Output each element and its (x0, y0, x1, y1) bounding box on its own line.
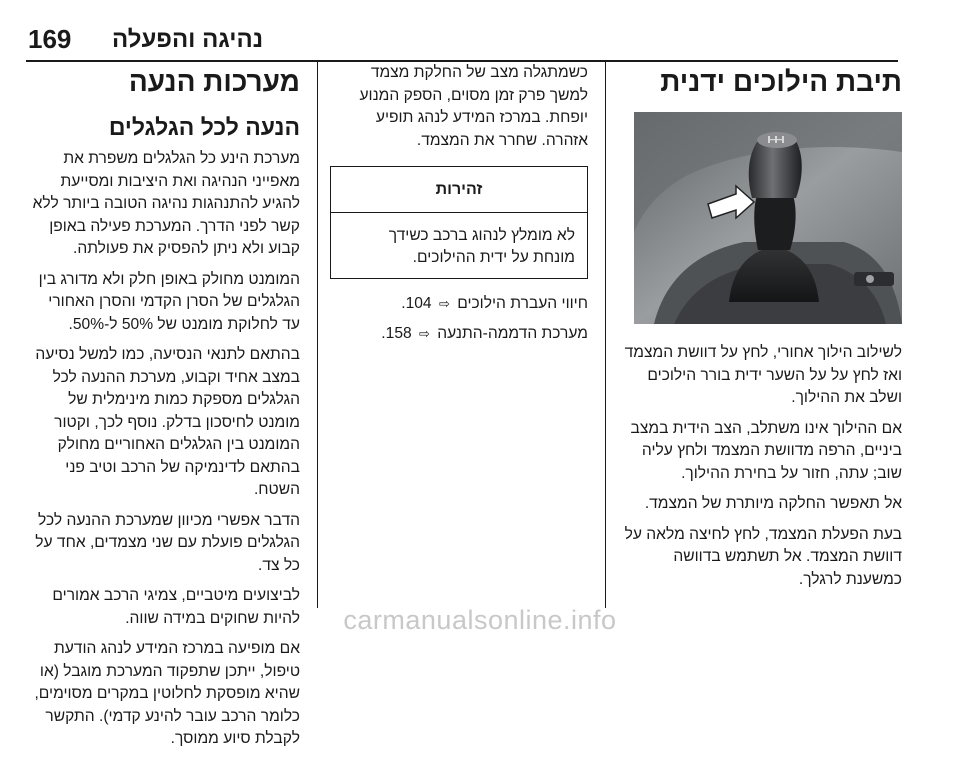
cross-reference-text: חיווי העברת הילוכים (457, 294, 588, 312)
section-title-manual-transmission: תיבת הילוכים ידנית (660, 66, 902, 97)
paragraph: בהתאם לתנאי הנסיעה, כמו למשל נסיעה במצב אחיד וקבוע, מערכת ההנעה לכל הגלגלים מספקת כמות מינימלית של מומנט לחיסכון בדלק. נוסף לכך, וקטור המומנט בין הגלגלים האחוריים מחולק בהתאם לדינמיקה של הרכב וטיב פני השטח. (35, 346, 300, 498)
caution-heading: זהירות (331, 167, 587, 213)
column-drive-systems (30, 62, 300, 759)
column-divider-left (317, 62, 318, 608)
column-divider-right (605, 62, 606, 608)
paragraph: לשילוב הילוך אחורי, לחץ על דוושת המצמד ואז לחץ על על השער ידית בורר הילוכים ושלב את ההילוך. (624, 344, 902, 406)
section-title-drive-systems: מערכות הנעה (128, 66, 300, 97)
running-head: נהיגה והפעלה (112, 26, 264, 53)
paragraph: מערכת הינע כל הגלגלים משפרת את מאפייני הנהיגה ואת היציבות ומסייעת להגיע להתנהגות נהיגה הטובה ביותר ללא קשר לפני הדרך. המערכת פעילה באופן קבוע ולא ניתן להפסיק את פעולתה. (32, 150, 300, 257)
paragraph: אם ההילוך אינו משתלב, הצב הידית במצב ביניים, הרפה מדוושת המצמד ולחץ עליה שוב; עתה, חזור על בחירת ההילוך. (630, 419, 902, 482)
page-number: 169 (28, 24, 72, 54)
manual-gear-shifter-image (634, 112, 902, 324)
paragraph: בעת הפעלת המצמד, לחץ לחיצה מלאה על דוושת המצמד. אל תשתמש בדוושה כמשענת לרגלך. (624, 525, 902, 588)
paragraph-clutch-slip: כשמתגלה מצב של החלקת מצמד למשך פרק זמן מסוים, הספק המנוע יופחת. במרכז המידע לנהג תופיע אזהרה. שחרר את המצמד. (359, 64, 588, 149)
paragraph: אם מופיעה במרכז המידע לנהג הודעת טיפול, ייתכן שתפקוד המערכת מוגבל (או שהיא מופסקת לחלוטין במקרים מסוימים, כלומר הרכב עובר להינע קדמי). התקשר לקבלת סיוע ממוסך. (34, 640, 300, 747)
page-header (0, 18, 960, 58)
cross-reference-shift-indicator[interactable]: חיווי העברת הילוכים ⇨ 104. (330, 293, 588, 316)
column-clutch-notes (330, 62, 588, 354)
cross-reference-page: 104 (405, 294, 432, 312)
caution-box (330, 166, 588, 279)
cross-reference-text: מערכת הדממה-התנעה (437, 325, 588, 342)
caution-text: לא מומלץ לנהוג ברכב כשידך מונחת על ידית ההילוכים. (388, 226, 575, 266)
cross-reference-stop-start[interactable]: מערכת הדממה-התנעה ⇨ 158. (330, 323, 588, 346)
column-manual-transmission (620, 62, 902, 599)
gear-shifter-illustration (634, 112, 902, 324)
paragraph: הדבר אפשרי מכיוון שמערכת ההנעה לכל הגלגלים פועלת עם שני מצמדים, אחד על כל צד. (35, 511, 300, 574)
cross-reference-page: 158 (385, 325, 412, 342)
watermark: carmanualsonline.info (343, 605, 617, 635)
paragraph: אל תאפשר החלקה מיותרת של המצמד. (644, 495, 902, 512)
paragraph: המומנט מחולק באופן חלק ולא מדורג בין הגלגלים של הסרן הקדמי והסרן האחורי עד לחלוקת מומנט של 50% ל-50%. (38, 270, 300, 333)
paragraph: לביצועים מיטביים, צמיגי הרכב אמורים להיות שחוקים במידה שווה. (52, 587, 300, 627)
page-reference-arrow-icon: ⇨ (419, 326, 430, 341)
page-reference-arrow-icon: ⇨ (438, 295, 450, 311)
subsection-title-awd: הנעה לכל הגלגלים (108, 114, 300, 140)
